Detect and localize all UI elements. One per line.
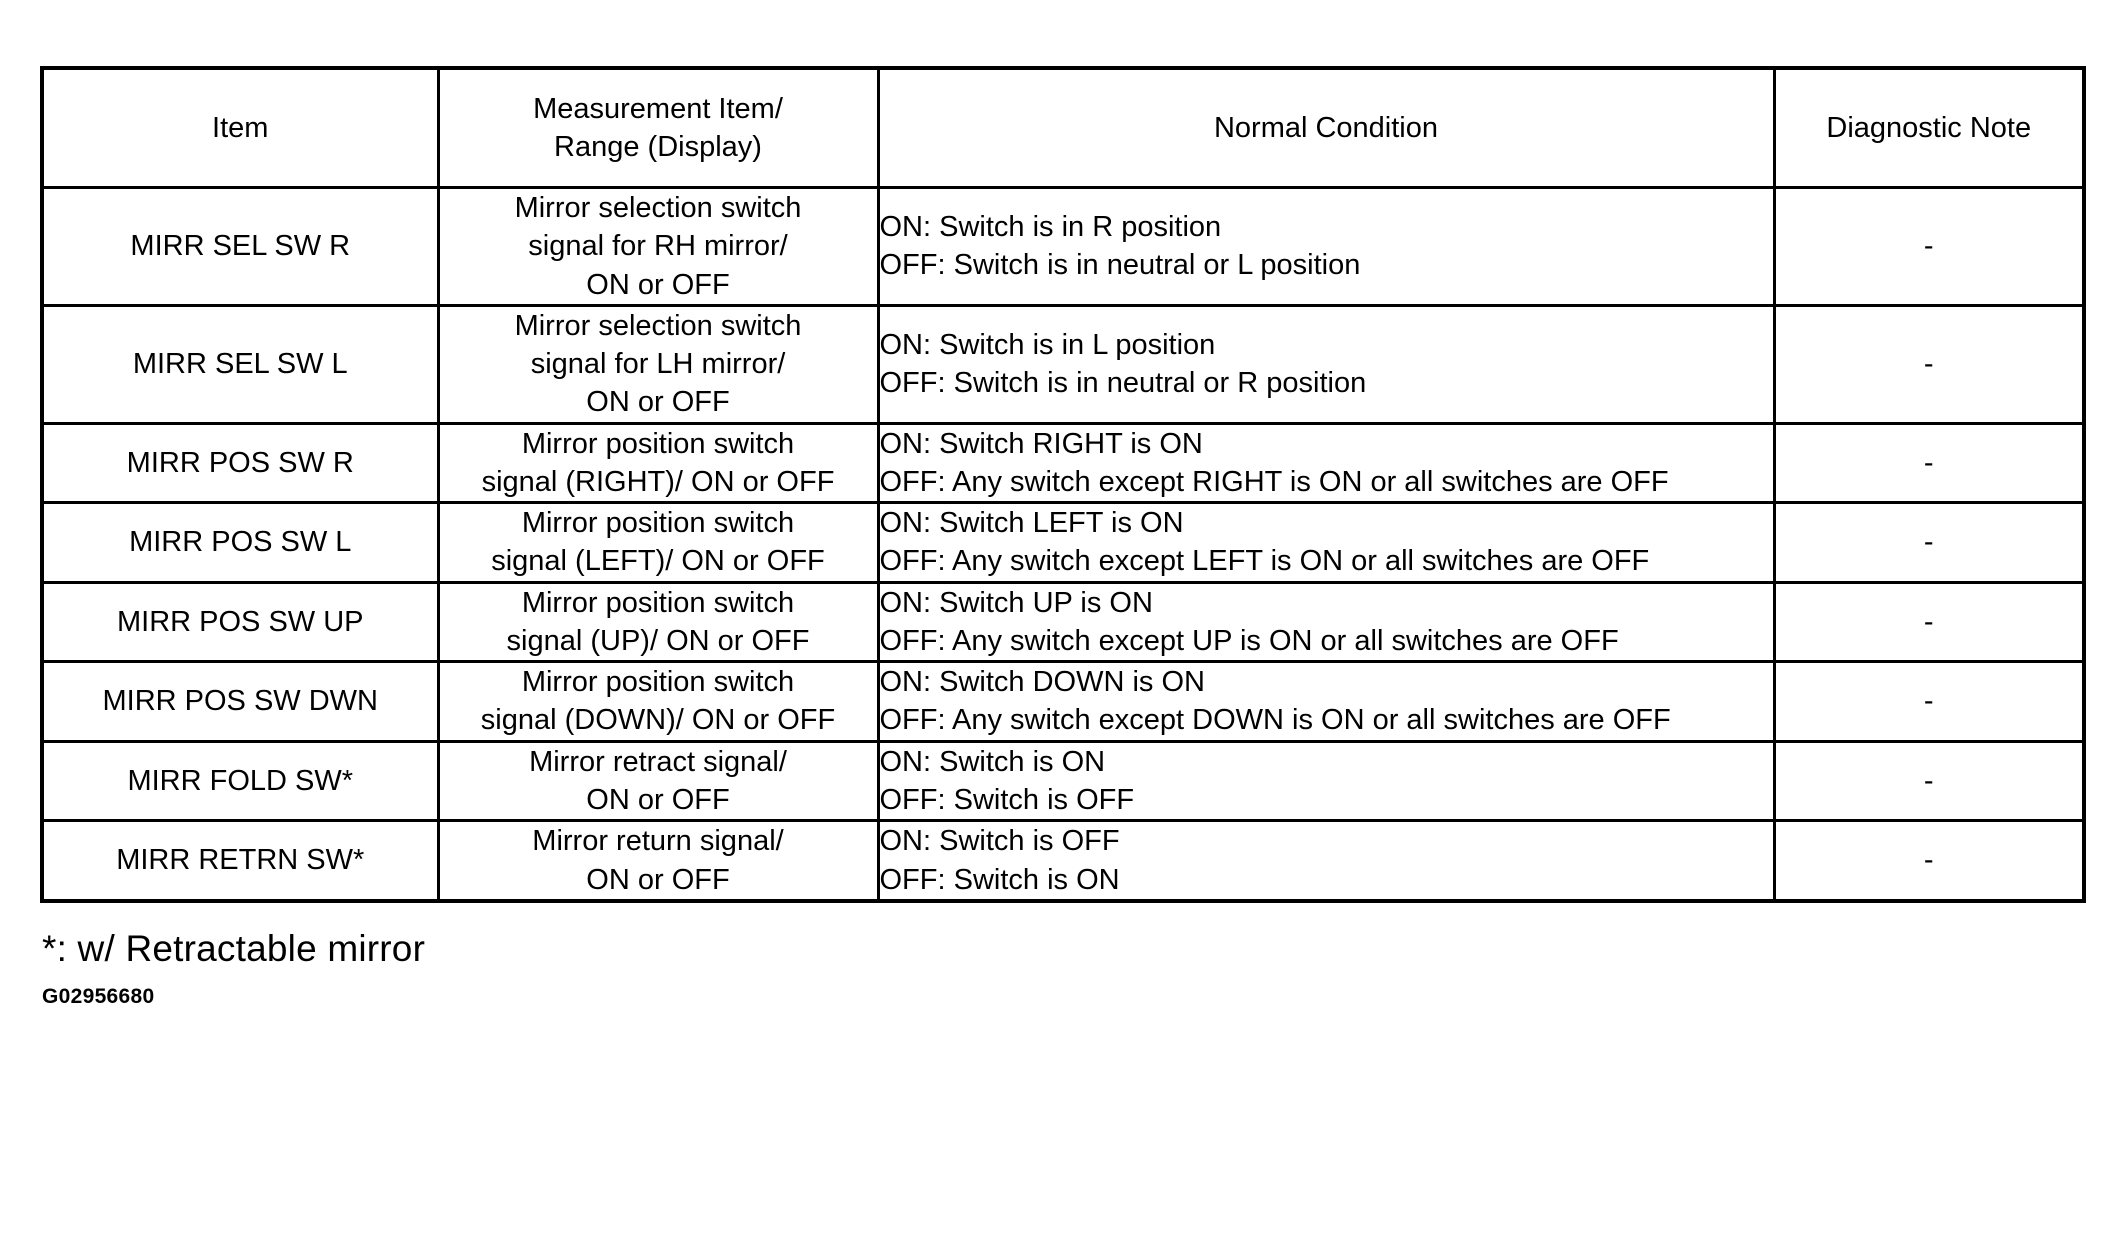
cell-diagnostic-note: - [1774, 662, 2084, 742]
cell-measurement [438, 662, 878, 742]
cell-measurement [438, 305, 878, 423]
condition-line: ON: Switch RIGHT is ON [879, 427, 1203, 460]
table-header-row [42, 68, 2084, 188]
measurement-items-table [40, 66, 2086, 903]
table-row [42, 423, 2084, 503]
condition-line: OFF: Switch is in neutral or R position [879, 367, 1367, 400]
condition-line: ON: Switch is in R position [879, 211, 1222, 244]
cell-normal-condition [878, 662, 1774, 742]
measurement-line: ON or OFF [586, 863, 730, 896]
table-row [42, 503, 2084, 583]
cell-measurement [438, 503, 878, 583]
column-header-diagnostic-note [1774, 68, 2084, 188]
measurement-line: ON or OFF [586, 268, 730, 301]
column-header-measurement-line-2: Range (Display) [554, 131, 762, 163]
measurement-line: Mirror return signal/ [532, 825, 784, 858]
cell-item: MIRR RETRN SW* [42, 821, 438, 901]
cell-diagnostic-note: - [1774, 582, 2084, 662]
cell-normal-condition [878, 423, 1774, 503]
table-row [42, 305, 2084, 423]
cell-item: MIRR POS SW DWN [42, 662, 438, 742]
table-body [42, 188, 2084, 901]
document-id: G02956680 [42, 985, 155, 1009]
cell-diagnostic-note: - [1774, 503, 2084, 583]
cell-normal-condition [878, 188, 1774, 306]
condition-line: OFF: Switch is in neutral or L position [879, 249, 1361, 282]
table-header [42, 68, 2084, 188]
table-row [42, 188, 2084, 306]
table-row [42, 821, 2084, 901]
cell-diagnostic-note: - [1774, 821, 2084, 901]
cell-diagnostic-note: - [1774, 741, 2084, 821]
table-row [42, 662, 2084, 742]
cell-item: MIRR SEL SW L [42, 305, 438, 423]
column-header-measurement-line-1: Measurement Item/ [533, 92, 783, 125]
condition-line: OFF: Any switch except RIGHT is ON or all switches are OFF [879, 465, 1669, 498]
measurement-line: signal for RH mirror/ [528, 230, 788, 263]
cell-measurement [438, 582, 878, 662]
condition-line: ON: Switch LEFT is ON [879, 507, 1184, 540]
condition-line: ON: Switch UP is ON [879, 586, 1153, 619]
condition-line: OFF: Any switch except DOWN is ON or all switches are OFF [879, 704, 1671, 737]
cell-measurement [438, 423, 878, 503]
cell-normal-condition [878, 582, 1774, 662]
cell-normal-condition [878, 305, 1774, 423]
cell-normal-condition [878, 503, 1774, 583]
measurement-line: Mirror position switch [521, 586, 795, 619]
cell-normal-condition [878, 821, 1774, 901]
measurement-line: signal (LEFT)/ ON or OFF [491, 545, 825, 578]
condition-line: OFF: Switch is OFF [879, 783, 1135, 816]
measurement-line: signal (RIGHT)/ ON or OFF [481, 465, 835, 498]
measurement-line: ON or OFF [586, 386, 730, 419]
condition-line: ON: Switch is ON [879, 745, 1106, 778]
condition-line: OFF: Any switch except LEFT is ON or all switches are OFF [879, 545, 1650, 578]
cell-item: MIRR FOLD SW* [42, 741, 438, 821]
cell-measurement [438, 188, 878, 306]
column-header-item [42, 68, 438, 188]
cell-measurement [438, 741, 878, 821]
measurement-line: signal (UP)/ ON or OFF [506, 624, 810, 657]
column-header-normal-condition [878, 68, 1774, 188]
cell-diagnostic-note: - [1774, 305, 2084, 423]
measurement-line: Mirror position switch [521, 666, 795, 699]
column-header-normal-condition-line-1: Normal Condition [1213, 111, 1439, 144]
condition-line: ON: Switch is in L position [879, 328, 1216, 361]
table-row [42, 582, 2084, 662]
measurement-line: signal for LH mirror/ [530, 348, 786, 381]
column-header-item-line-1: Item [212, 111, 269, 144]
measurement-line: Mirror selection switch [514, 309, 802, 342]
cell-item: MIRR POS SW UP [42, 582, 438, 662]
table-row [42, 741, 2084, 821]
condition-line: ON: Switch is OFF [879, 825, 1120, 858]
condition-line: OFF: Any switch except UP is ON or all switches are OFF [879, 624, 1619, 657]
condition-line: ON: Switch DOWN is ON [879, 666, 1205, 699]
cell-item: MIRR POS SW R [42, 423, 438, 503]
measurement-line: Mirror position switch [521, 507, 795, 540]
cell-measurement [438, 821, 878, 901]
cell-normal-condition [878, 741, 1774, 821]
cell-item: MIRR POS SW L [42, 503, 438, 583]
cell-diagnostic-note: - [1774, 423, 2084, 503]
cell-diagnostic-note: - [1774, 188, 2084, 306]
cell-item: MIRR SEL SW R [42, 188, 438, 306]
column-header-measurement [438, 68, 878, 188]
measurement-line: Mirror retract signal/ [529, 745, 787, 778]
column-header-diagnostic-note-line-1: Diagnostic Note [1826, 111, 2032, 144]
measurement-line: Mirror selection switch [514, 192, 802, 224]
measurement-line: signal (DOWN)/ ON or OFF [480, 704, 836, 737]
measurement-line: ON or OFF [586, 783, 730, 816]
measurement-line: Mirror position switch [521, 427, 795, 460]
condition-line: OFF: Switch is ON [879, 863, 1120, 896]
footnote: *: w/ Retractable mirror [42, 927, 426, 969]
